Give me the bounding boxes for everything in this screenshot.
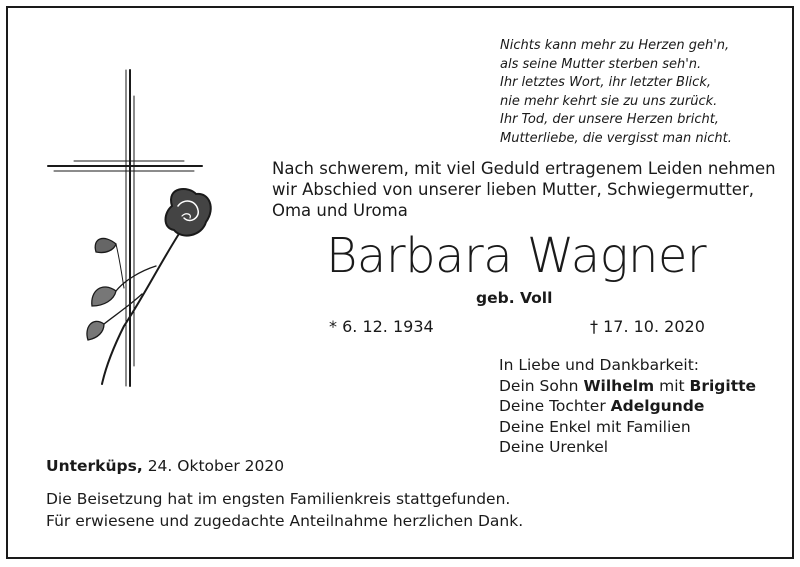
son-mid: mit — [659, 376, 685, 395]
family-heading: In Liebe und Dankbarkeit: — [499, 356, 700, 374]
poem-line: Ihr letztes Wort, ihr letzter Blick, — [500, 75, 711, 91]
place: Unterküps, — [46, 457, 143, 475]
poem-line: Mutterliebe, die vergisst man nicht. — [500, 130, 732, 146]
note-line: Für erwiesene und zugedachte Anteilnahme herzlichen Dank. — [46, 512, 524, 530]
family-grandchildren: Deine Enkel mit Familien — [499, 417, 691, 436]
place-date — [46, 457, 284, 475]
cross-with-rose-icon — [44, 66, 224, 396]
poem-line: als seine Mutter sterben seh'n. — [500, 56, 702, 72]
birth-name: geb. Voll — [476, 289, 553, 307]
family-daughter — [499, 396, 756, 417]
family-great-grandchildren: Deine Urenkel — [499, 438, 609, 456]
poem — [500, 37, 732, 149]
poem-line: Nichts kann mehr zu Herzen geh'n, — [500, 38, 730, 53]
son-prefix: Dein Sohn — [499, 376, 579, 395]
daughter-name: Adelgunde — [610, 397, 705, 415]
date: 24. Oktober 2020 — [147, 457, 285, 475]
son-name: Wilhelm — [583, 376, 655, 395]
poem-line: Ihr Tod, der unsere Herzen bricht, — [500, 112, 719, 128]
daughter-prefix: Deine Tochter — [499, 397, 606, 415]
death-date: † 17. 10. 2020 — [590, 317, 705, 336]
intro-line: wir Abschied von unserer lieben Mutter, Schwiegermutter, — [272, 180, 754, 199]
poem-line: nie mehr kehrt sie zu uns zurück. — [500, 93, 718, 109]
intro-text — [272, 158, 776, 221]
deceased-name: Barbara Wagner — [326, 228, 707, 284]
intro-line: Oma und Uroma — [272, 201, 408, 220]
family-list — [499, 355, 756, 458]
son-partner: Brigitte — [689, 376, 757, 395]
intro-line: Nach schwerem, mit viel Geduld ertragenem Leiden nehmen — [272, 159, 776, 178]
note-line: Die Beisetzung hat im engsten Familienkreis stattgefunden. — [46, 490, 511, 508]
birth-date: * 6. 12. 1934 — [329, 317, 434, 336]
closing-notes — [46, 488, 523, 532]
family-son — [499, 376, 756, 397]
